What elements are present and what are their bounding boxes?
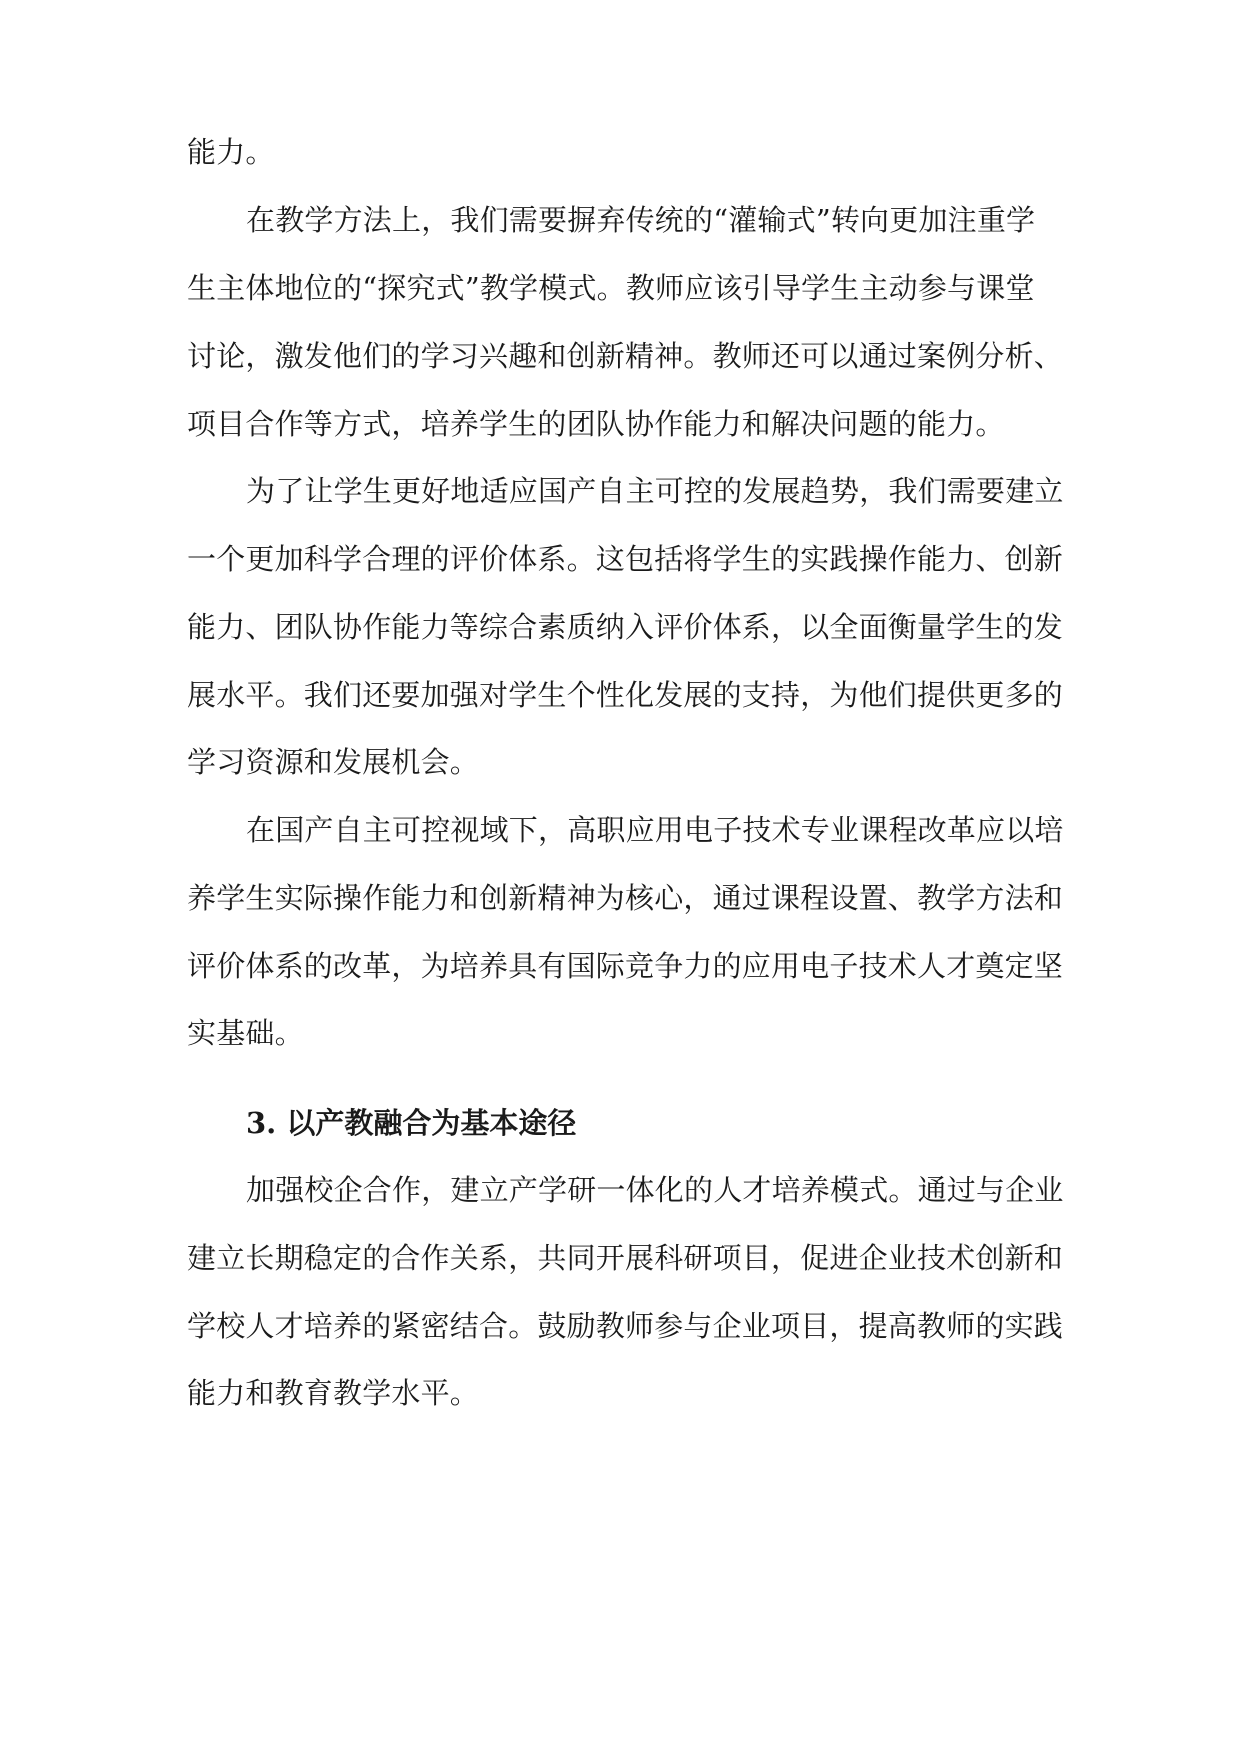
paragraph-line: 加强校企合作，建立产学研一体化的人才培养模式。通过与企业 [246,1173,1064,1207]
paragraph-line: 实基础。 [187,1016,304,1050]
paragraph-line: 能力、团队协作能力等综合素质纳入评价体系，以全面衡量学生的发 [187,610,1064,644]
paragraph-line: 学校人才培养的紧密结合。鼓励教师参与企业项目，提高教师的实践 [187,1309,1064,1343]
paragraph-line: 在国产自主可控视域下，高职应用电子技术专业课程改革应以培 [246,813,1064,847]
paragraph-line: 生主体地位的“探究式”教学模式。教师应该引导学生主动参与课堂 [187,271,1035,305]
paragraph-line: 讨论，激发他们的学习兴趣和创新精神。教师还可以通过案例分析、 [187,339,1064,373]
paragraph-line: 建立长期稳定的合作关系，共同开展科研项目，促进企业技术创新和 [187,1241,1064,1275]
paragraph-line: 养学生实际操作能力和创新精神为核心，通过课程设置、教学方法和 [187,881,1064,915]
paragraph-line: 在教学方法上，我们需要摒弃传统的“灌输式”转向更加注重学 [246,203,1036,237]
paragraph-line: 展水平。我们还要加强对学生个性化发展的支持，为他们提供更多的 [187,678,1064,712]
paragraph-line: 学习资源和发展机会。 [187,745,480,779]
paragraph-line: 为了让学生更好地适应国产自主可控的发展趋势，我们需要建立 [246,474,1064,508]
section-heading: 3. 以产教融合为基本途径 [246,1106,577,1140]
paragraph-line: 能力和教育教学水平。 [187,1376,480,1410]
paragraph-line: 能力。 [187,135,275,169]
paragraph-line: 一个更加科学合理的评价体系。这包括将学生的实践操作能力、创新 [187,542,1064,576]
paragraph-line: 项目合作等方式，培养学生的团队协作能力和解决问题的能力。 [187,407,1005,441]
paragraph-line: 评价体系的改革，为培养具有国际竞争力的应用电子技术人才奠定坚 [187,949,1064,983]
